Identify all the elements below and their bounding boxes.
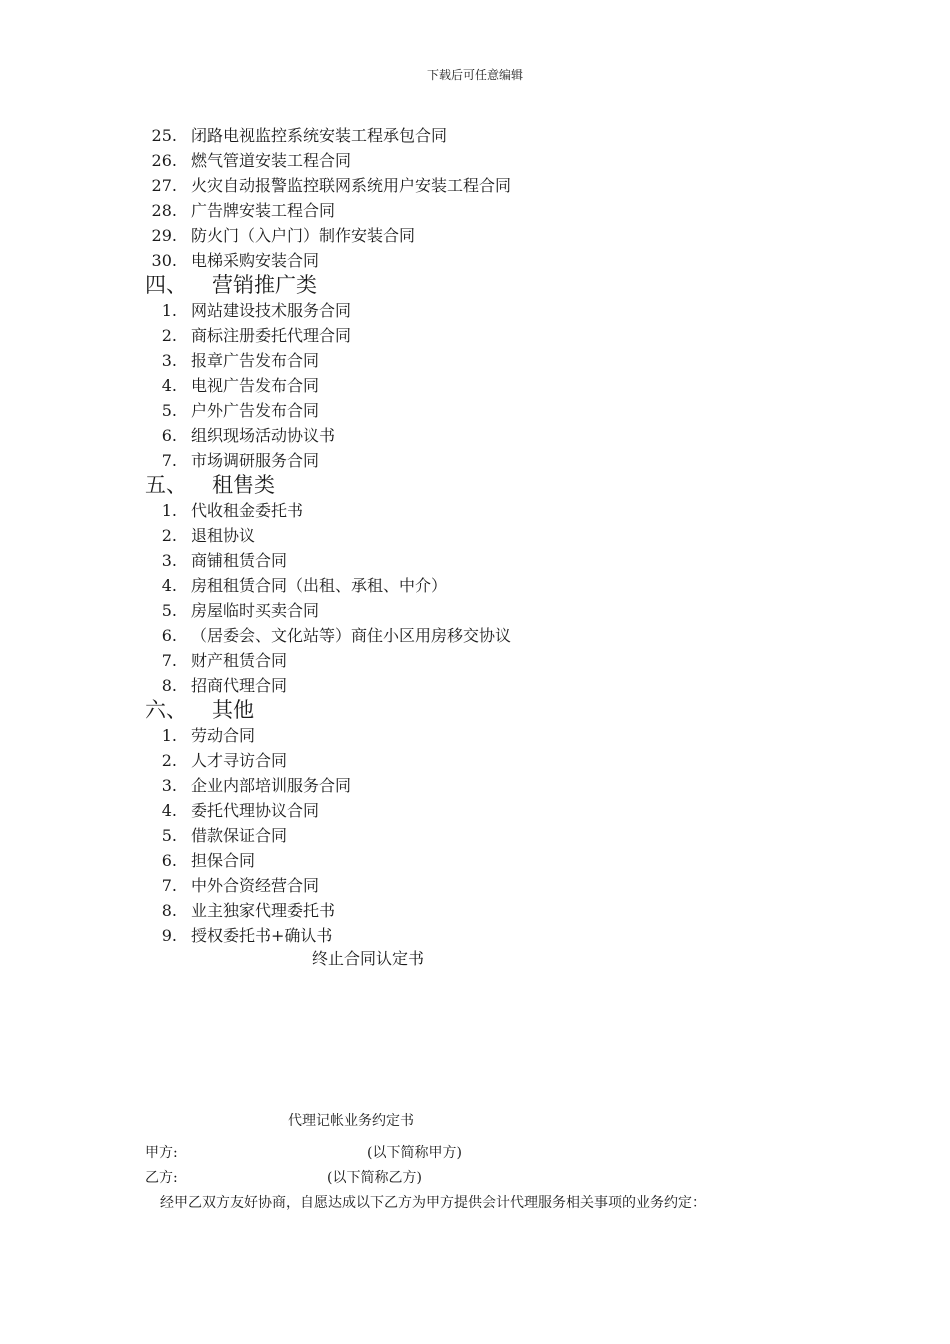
item-text: 财产租赁合同 — [191, 651, 288, 670]
item-text: 闭路电视监控系统安装工程承包合同 — [191, 126, 448, 145]
item-text: 代收租金委托书 — [191, 501, 304, 520]
item-text: 业主独家代理委托书 — [191, 901, 336, 920]
item-number: 2. — [161, 326, 177, 345]
item-number: 4. — [161, 576, 177, 595]
item-text: 委托代理协议合同 — [191, 801, 320, 820]
item-text: 燃气管道安装工程合同 — [191, 151, 352, 170]
item-number: 3. — [161, 551, 177, 570]
item-number: 8. — [161, 676, 177, 695]
section-title: 租售类 — [212, 473, 275, 497]
item-text: 人才寻访合同 — [191, 751, 288, 770]
party-b-label: 乙方: — [145, 1170, 178, 1186]
item-text: （居委会、文化站等）商住小区用房移交协议 — [191, 626, 512, 645]
item-number: 1. — [161, 301, 177, 320]
item-text: 网站建设技术服务合同 — [191, 301, 352, 320]
item-number: 6. — [161, 426, 177, 445]
item-text: 火灾自动报警监控联网系统用户安装工程合同 — [191, 176, 512, 195]
item-text: 企业内部培训服务合同 — [191, 776, 352, 795]
item-text: 借款保证合同 — [191, 826, 288, 845]
section-title: 其他 — [212, 698, 254, 722]
item-number: 5. — [161, 601, 177, 620]
section-number: 四、 — [145, 273, 187, 297]
item-number: 29. — [151, 226, 177, 245]
item-text: 中外合资经营合同 — [191, 876, 320, 895]
item-text: 劳动合同 — [191, 726, 256, 745]
item-text: 市场调研服务合同 — [191, 451, 320, 470]
section-number: 六、 — [145, 698, 187, 722]
item-number: 1. — [161, 726, 177, 745]
item-number: 9. — [161, 926, 177, 945]
page-header-note: 下载后可任意编辑 — [426, 68, 523, 82]
item-number: 8. — [161, 901, 177, 920]
section-number: 五、 — [145, 473, 187, 497]
item-number: 6. — [161, 626, 177, 645]
item-text: 电梯采购安装合同 — [191, 251, 320, 270]
item-text: 担保合同 — [191, 851, 256, 870]
item-number: 4. — [161, 376, 177, 395]
item-text: 退租协议 — [191, 526, 256, 545]
item-text: 报章广告发布合同 — [191, 351, 320, 370]
item-number: 2. — [161, 751, 177, 770]
item-number: 6. — [161, 851, 177, 870]
party-a-note: (以下简称甲方) — [367, 1145, 462, 1161]
item-text: 房屋临时买卖合同 — [191, 601, 320, 620]
agreement-title: 代理记帐业务约定书 — [288, 1113, 414, 1129]
item-text: 防火门（入户门）制作安装合同 — [191, 226, 416, 245]
item-number: 5. — [161, 826, 177, 845]
party-a-label: 甲方: — [145, 1145, 178, 1161]
item-text: 电视广告发布合同 — [191, 376, 320, 395]
item-number: 2. — [161, 526, 177, 545]
item-number: 27. — [151, 176, 177, 195]
item-text: 授权委托书+确认书 — [191, 926, 333, 945]
item-number: 7. — [161, 876, 177, 895]
item-text: 房租租赁合同（出租、承租、中介） — [191, 576, 448, 595]
item-number: 3. — [161, 776, 177, 795]
party-b-note: (以下简称乙方) — [327, 1170, 422, 1186]
item-number: 4. — [161, 801, 177, 820]
item-number: 26. — [151, 151, 177, 170]
item-number: 25. — [151, 126, 177, 145]
section-title: 营销推广类 — [212, 273, 317, 297]
item-number: 30. — [151, 251, 177, 270]
item-number: 28. — [151, 201, 177, 220]
item-number: 1. — [161, 501, 177, 520]
item-number: 3. — [161, 351, 177, 370]
item-text: 招商代理合同 — [191, 676, 288, 695]
item-text: 商铺租赁合同 — [191, 551, 288, 570]
item-text: 广告牌安装工程合同 — [191, 201, 336, 220]
item-text: 组织现场活动协议书 — [191, 426, 336, 445]
agreement-intro: 经甲乙双方友好协商，自愿达成以下乙方为甲方提供会计代理服务相关事项的业务约定： — [160, 1195, 706, 1211]
item-number: 7. — [161, 451, 177, 470]
item-number: 7. — [161, 651, 177, 670]
item-text: 商标注册委托代理合同 — [191, 326, 352, 345]
item-number: 5. — [161, 401, 177, 420]
termination-line: 终止合同认定书 — [312, 949, 425, 968]
item-text: 户外广告发布合同 — [191, 401, 320, 420]
